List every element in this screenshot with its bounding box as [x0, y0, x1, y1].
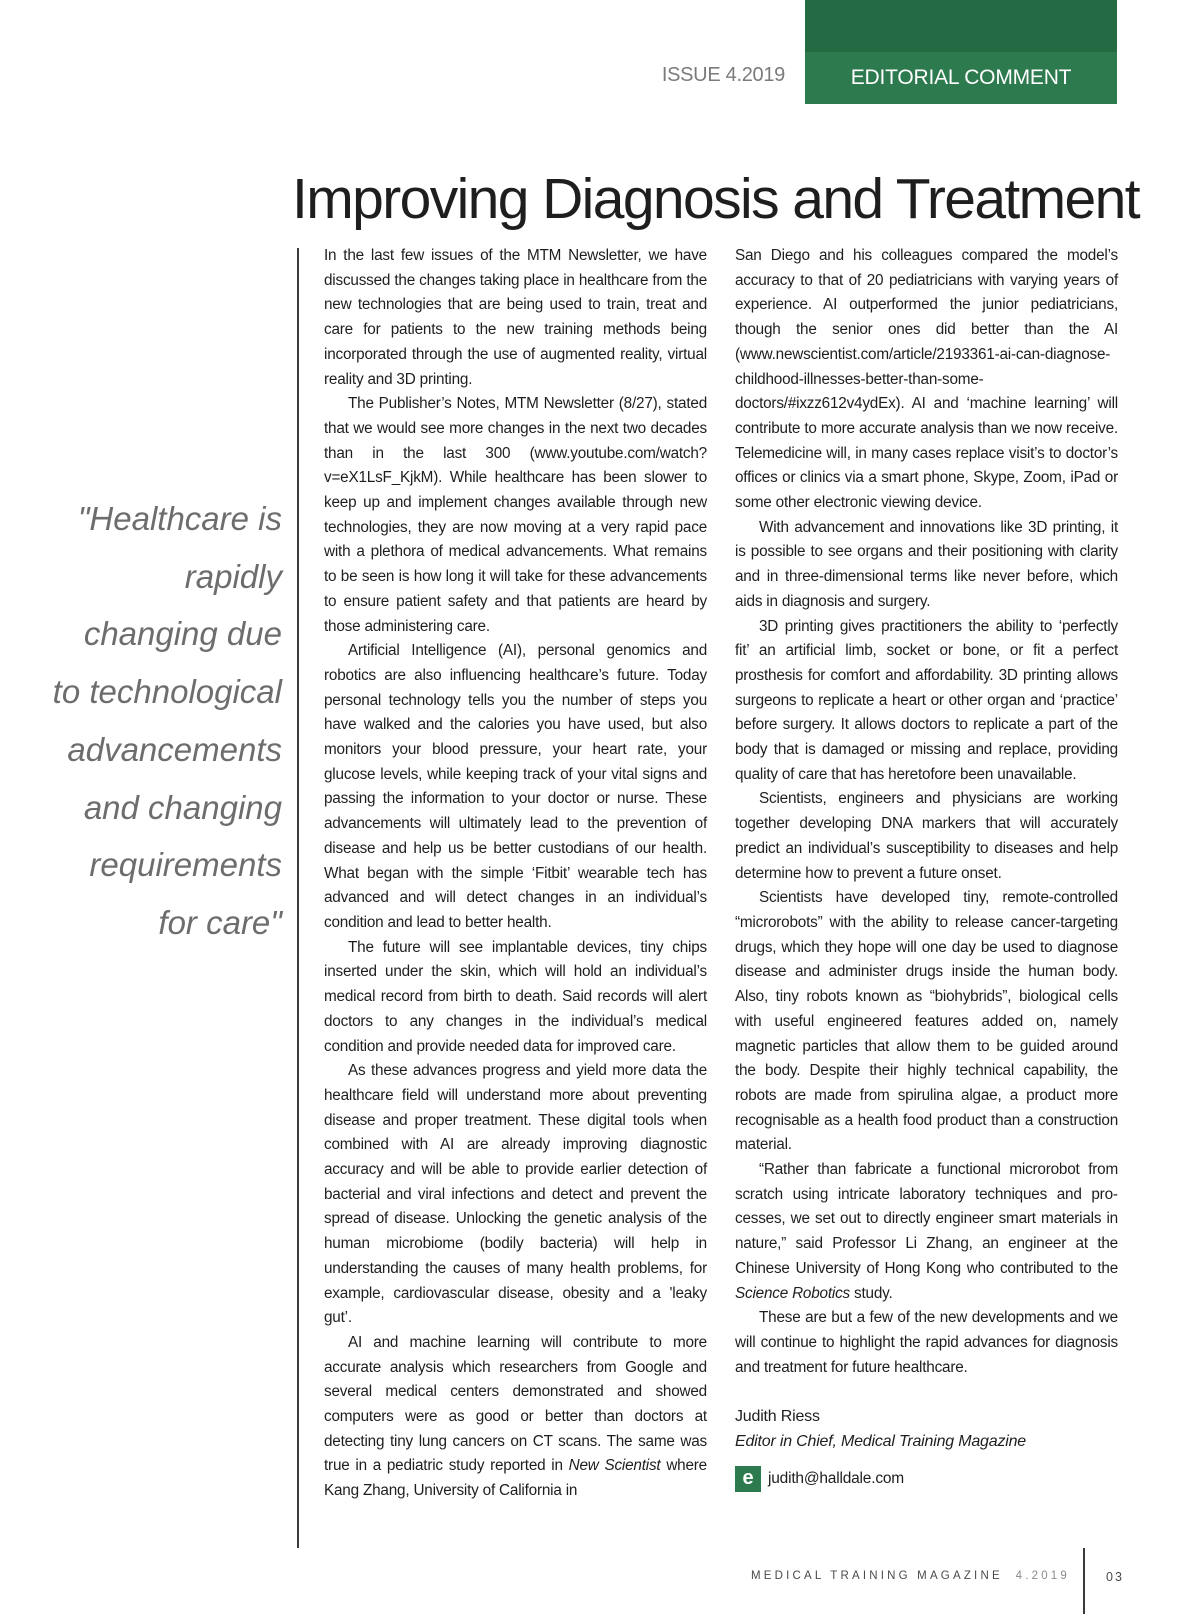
section-tab: [805, 0, 1117, 104]
author-name: Judith Riess: [735, 1408, 820, 1426]
paragraph: With advancement and innovations like 3D printing, it is possible to see organs and their positioning with clarity and in three-dimensional terms like never before, which aids in diagnosis and surgery.: [735, 518, 1118, 610]
issue-label: ISSUE 4.2019: [661, 64, 785, 86]
paragraph: 3D printing gives practitioners the ability to ‘perfectly fit’ an artificial limb, socket or bone, or fit a perfect prosthesis for comfort and affordability. 3D printing allows surgeons to replicate a heart or other organ and ‘practice’ before surgery. It allows doctors to replicate a part of the body that is damaged or missing and replace, providing quality of care that has heretofore been unavailable.: [735, 617, 1118, 783]
paragraph-text: AI and machine learning will contribute to more accurate analysis which researchers from Google and several medical centers demonstrated and showed computers were as good or better than doctors at detecting tiny lung cancers on CT scans. The same was true in a pediatric study reported in: [324, 1333, 707, 1475]
paragraph: [735, 1158, 1118, 1306]
paragraph: In the last few issues of the MTM Newsletter, we have discussed the changes taking place in healthcare from the new technologies that are being used to train, treat and care for patients to the new training methods being incorporated through the use of augmented reality, virtual reality and 3D printing.: [324, 247, 707, 388]
pull-quote: "Healthcare is rapidly changing due to technological advancements and changing requirements for care": [52, 500, 282, 941]
article-column-left: [324, 244, 707, 1504]
paragraph: These are but a few of the new developments and we will continue to highlight the rapid advances for diagnosis and treatment for future healthcare.: [735, 1309, 1118, 1376]
email-link[interactable]: judith@halldale.com: [768, 1469, 905, 1487]
paragraph: [324, 1331, 707, 1504]
page-number: 03: [1106, 1570, 1124, 1584]
paragraph-text: where Kang Zhang, University of California in: [324, 1457, 707, 1500]
email-icon: e: [735, 1466, 761, 1492]
email-row: [735, 1466, 1118, 1492]
section-tab-label: EDITORIAL COMMENT: [850, 66, 1072, 89]
publication-name: New Scientist: [568, 1457, 661, 1475]
paragraph-text: study.: [850, 1284, 893, 1302]
paragraph: Scientists, engineers and physicians are working together developing DNA markers that will accurately predict an individual’s susceptibility to diseases and help determine how to prevent a future onset.: [735, 790, 1118, 882]
paragraph-text: “Rather than fabricate a functional microrobot from scratch using intricate laboratory techniques and processes, we set out to directly engineer smart materials in nature,” said Professor Li Zhang, an engineer at the Chinese University of Hong Kong who contributed to the: [735, 1161, 1118, 1277]
paragraph: San Diego and his colleagues compared the model’s accuracy to that of 20 pediatricians with varying years of experience. AI outperformed the junior pediatricians, though the senior ones did better than the AI (www.newscientist.com/article/2193361-ai-can-diagnose-childhood-illnesses-better-than-some-doctors/#ixzz612v4ydEx). AI and ‘machine learning’ will contribute to more accurate analysis than we now receive. Telemedicine will, in many cases replace visit’s to doctor’s offices or clinics via a smart phone, Skype, Zoom, iPad or some other electronic viewing device.: [735, 247, 1118, 512]
section-tab-top: [805, 0, 1117, 52]
footer-magazine-name: MEDICAL TRAINING MAGAZINE: [750, 1570, 1003, 1582]
paragraph: As these advances progress and yield more data the healthcare field will understand more about preventing disease and proper treatment. These digital tools when combined with AI are already improving diagnostic accuracy and will be able to provide earlier detection of bacterial and viral infections and detect and prevent the spread of disease. Unlocking the genetic analysis of the human microbiome (bodily bacteria) will help in understanding the causes of many health problems, for example, cardiovascular disease, obesity and a 'leaky gut’.: [324, 1062, 707, 1327]
footer-rule: [1083, 1548, 1085, 1614]
column-rule: [297, 248, 299, 1548]
signature-block: [735, 1404, 1118, 1492]
paragraph: The future will see implantable devices, tiny chips inserted under the skin, which will hold an individual’s medical record from birth to death. Said records will alert doctors to any changes in the individual’s medical condition and provide needed data for improved care.: [324, 938, 707, 1055]
publication-name: Science Robotics: [735, 1284, 850, 1302]
author-role: Editor in Chief, Medical Training Magazine: [735, 1433, 1026, 1451]
paragraph: Scientists have developed tiny, remote-controlled “microrobots” with the ability to release cancer-targeting drugs, which they hope will one day be used to diagnose disease and administer drugs inside the human body. Also, tiny robots known as “biohybrids”, biological cells with useful engineered features added on, namely magnetic particles that allow them to be guided around the body. Despite their highly technical capability, the robots are made from spirulina algae, a product more recognisable as a health food product than a construction material.: [735, 889, 1118, 1154]
paragraph: Artificial Intelligence (AI), personal genomics and robotics are also influencing healthcare’s future. Today personal technology tells you the number of steps you have walked and the calories you have used, but also monitors your blood pressure, your heart rate, your glucose levels, while keeping track of your vital signs and passing the information to your doctor or nurse. These advancements will ultimately lead to the prevention of disease and help us be better custodians of our health. What began with the simple ‘Fitbit’ wearable tech has advanced and will detect changes in an individual’s condition and lead to better health.: [324, 642, 707, 931]
footer-issue: 4.2019: [1015, 1570, 1070, 1582]
article-column-right: [735, 244, 1118, 1492]
footer-magazine: [700, 1570, 1070, 1582]
article-title: Improving Diagnosis and Treatment: [292, 167, 1139, 231]
paragraph: The Publisher’s Notes, MTM Newsletter (8/27), stated that we would see more changes in the next two decades than in the last 300 (www.youtube.com/watch?v=eX1LsF_KjkM). While healthcare has been slower to keep up and implement changes available through new technologies, they are now moving at a very rapid pace with a plethora of medical advancements. What remains to be seen is how long it will take for these advancements to ensure patient safety and that patients are heard by those administering care.: [324, 395, 707, 635]
